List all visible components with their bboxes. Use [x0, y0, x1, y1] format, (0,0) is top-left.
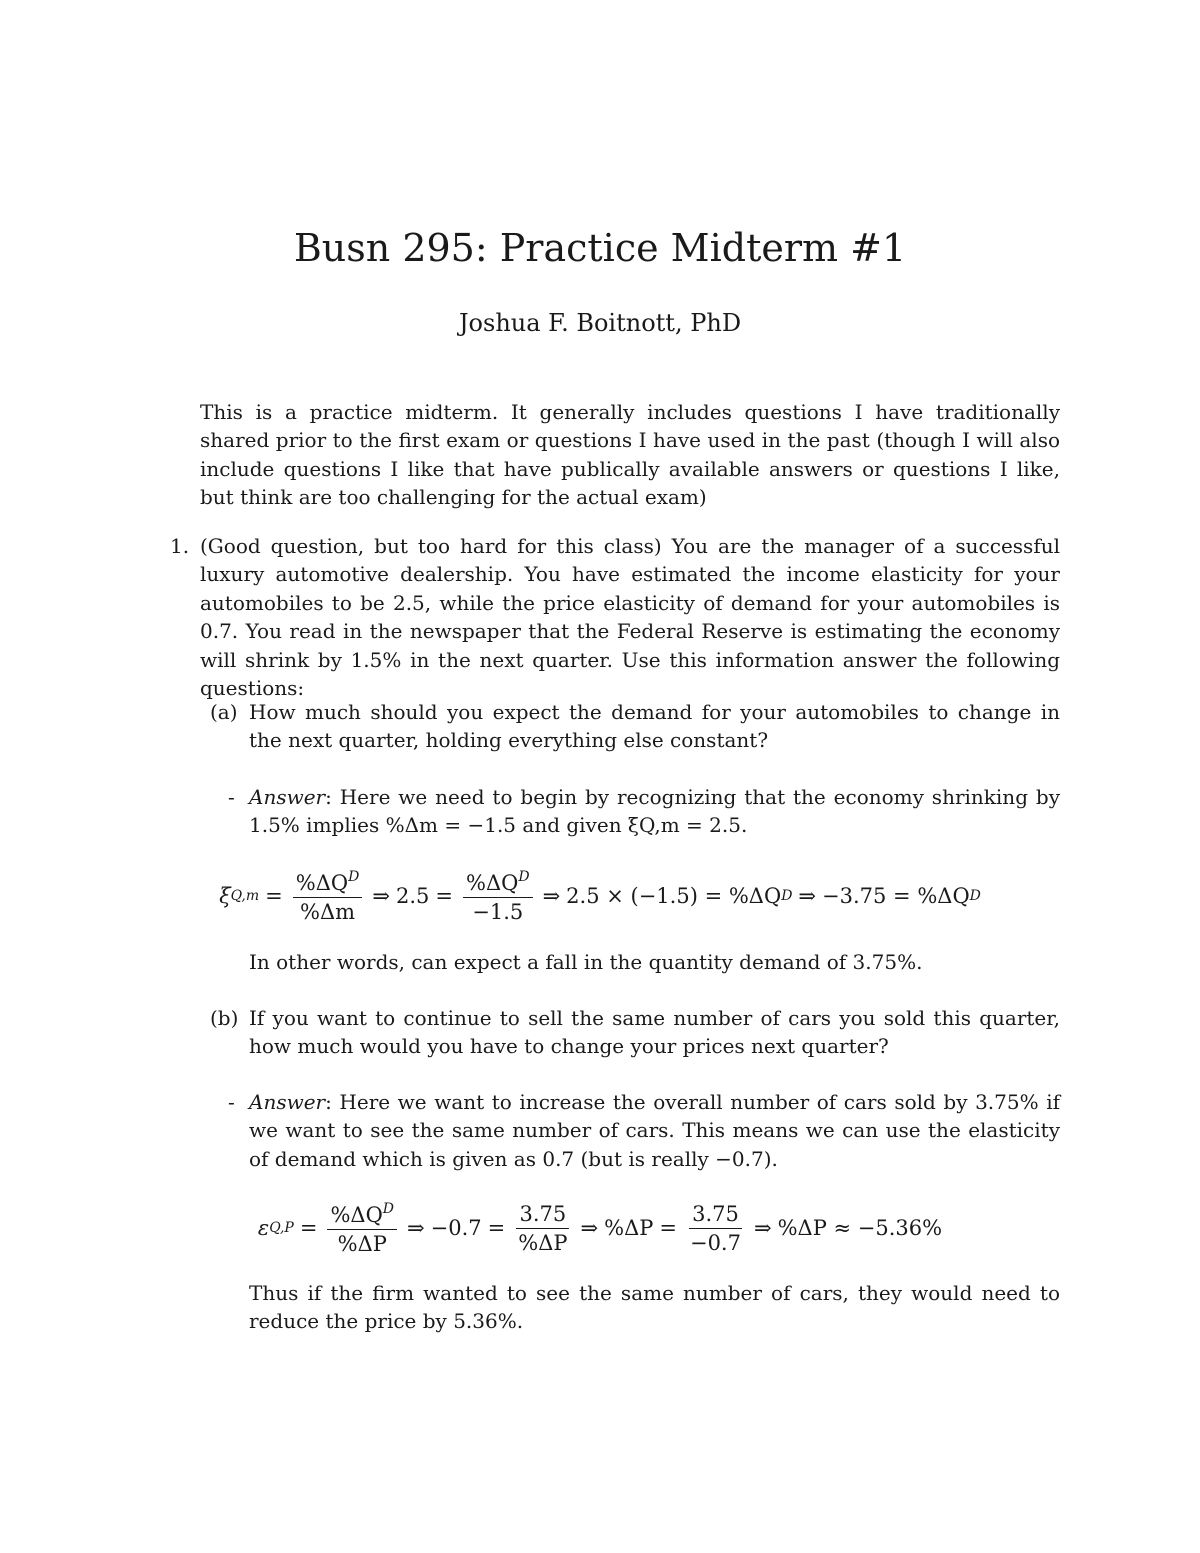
frac-den: −0.7	[689, 1230, 741, 1255]
fraction	[687, 1202, 744, 1255]
eq-lhs-sub: Q,P	[269, 1220, 294, 1236]
eq-lhs: ξ	[219, 884, 231, 908]
eq-end: %ΔP ≈ −5.36%	[777, 1216, 943, 1240]
answer-bullet: -	[228, 1090, 235, 1114]
eq-value: 2.5	[395, 884, 430, 908]
frac-den: %Δm	[300, 899, 356, 924]
answer-lead: Answer	[249, 1090, 326, 1114]
answer-text	[249, 1088, 1060, 1173]
answer-bullet: -	[228, 785, 235, 809]
frac-num: %ΔQ	[295, 870, 349, 895]
equation-b: ε Q,P = $\frac{\%\Delta Q^D}{\%\Delta P}$ ⇒ −0.7 = $\frac{3.75}{\%\Delta P}$ ⇒ %ΔP = $\frac{3.75}{-0.7}$ ⇒ %ΔP ≈ −5.36%	[257, 1200, 943, 1256]
document-title: Busn 295: Practice Midterm #1	[293, 226, 907, 270]
answer-body: : Here we want to increase the overall number of cars sold by 3.75% if we want to see the same number of cars. This means we can use the elasticity of demand which is given as 0.7 (but is really −0.7).	[249, 1090, 1060, 1171]
frac-num: 3.75	[516, 1202, 569, 1229]
answer-text	[249, 783, 1060, 840]
frac-num-sup: D	[518, 868, 530, 885]
frac-num-sup: D	[382, 1200, 395, 1217]
part-text: How much should you expect the demand for your automobiles to change in the next quarter, holding everything else constant?	[249, 700, 1060, 753]
eq-value: %ΔP	[604, 1216, 654, 1240]
part-label: (b)	[210, 1006, 239, 1030]
frac-den: −1.5	[472, 899, 524, 924]
part-label: (a)	[210, 700, 238, 724]
fraction	[515, 1202, 570, 1255]
eq-end: −3.75 = %ΔQ	[822, 884, 970, 908]
frac-num: %ΔQ	[330, 1202, 383, 1227]
conclusion-a: In other words, can expect a fall in the quantity demand of 3.75%.	[249, 950, 923, 974]
frac-den: %ΔP	[518, 1230, 568, 1255]
question-text: (Good question, but too hard for this class) You are the manager of a successful luxury automotive dealership. You have estimated the income elasticity for your automobiles to be 2.5, while the price elasticity of demand for your automobiles is 0.7. You read in the newspaper that the Federal Reserve is estimating the economy will shrink by 1.5% in the next quarter. Use this information answer the following questions:	[200, 534, 1060, 701]
frac-num-sup: D	[348, 868, 360, 885]
frac-num: %ΔQ	[465, 870, 519, 895]
answer-body: : Here we need to begin by recognizing that the economy shrinking by 1.5% implies %Δm = −1.5 and given ξQ,m = 2.5.	[249, 785, 1060, 838]
eq-lhs: ε	[257, 1216, 270, 1240]
answer-lead: Answer	[249, 785, 326, 809]
question-number: 1.	[170, 534, 190, 558]
conclusion-b: Thus if the firm wanted to see the same number of cars, they would need to reduce the price by 5.36%.	[249, 1281, 1060, 1334]
frac-den: %ΔP	[337, 1231, 387, 1256]
fraction	[293, 869, 363, 924]
fraction	[327, 1201, 397, 1256]
equation-a: ξ Q,m = $\frac{\%\Delta Q^D}{\%\Delta m}$ ⇒ 2.5 = $\frac{\%\Delta Q^D}{-1.5}$ ⇒ 2.5 × (−1.5) = %ΔQ D ⇒ −3.75 = %ΔQ D	[219, 868, 981, 924]
eq-middle: 2.5 × (−1.5) = %ΔQ	[566, 884, 782, 908]
eq-middle-sup: D	[781, 888, 793, 904]
document-author: Joshua F. Boitnott, PhD	[458, 309, 742, 337]
frac-num: 3.75	[689, 1202, 742, 1229]
part-text: If you want to continue to sell the same number of cars you sold this quarter, how much would you have to change your prices next quarter?	[249, 1006, 1060, 1059]
eq-end-sup: D	[969, 888, 981, 904]
eq-lhs-sub: Q,m	[230, 888, 260, 904]
intro-paragraph: This is a practice midterm. It generally includes questions I have traditionally shared prior to the first exam or questions I have used in the past (though I will also include questions I like that have publically available answers or questions I like, but think are too challenging for the actual exam)	[200, 400, 1060, 510]
fraction	[463, 869, 533, 924]
eq-value: −0.7	[430, 1216, 482, 1240]
